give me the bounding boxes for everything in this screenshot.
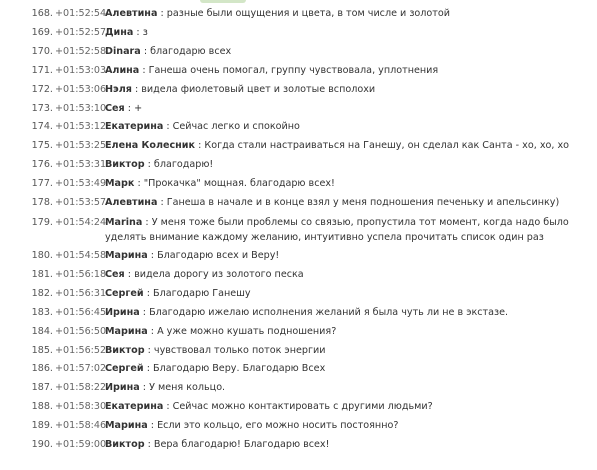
message-separator: :: [124, 268, 135, 280]
message-timestamp: +01:58:22: [55, 382, 107, 394]
chat-log: [0, 5, 597, 455]
message-text: Благодарю ижелаю исполнения желаний я была чуть ли не в экстазе.: [149, 306, 509, 318]
message-separator: :: [147, 325, 158, 337]
message-separator: :: [131, 83, 142, 95]
chat-message: [0, 194, 597, 213]
message-timestamp: +01:53:31: [55, 159, 107, 171]
message-text: Благодарю всех и Веру!: [157, 249, 280, 261]
message-timestamp: +01:54:58: [55, 249, 107, 261]
message-number: 173.: [31, 102, 53, 114]
message-author: Алевтина: [105, 197, 158, 209]
message-text: Когда стали настраиваться на Ганешу, он сделал как Санта - хо, хо, хо: [204, 140, 570, 152]
message-timestamp: +01:58:46: [55, 420, 107, 432]
message-author: Екатерина: [105, 401, 164, 413]
message-author: Марк: [105, 178, 135, 190]
message-text: +: [134, 102, 143, 114]
message-author: Марина: [105, 249, 148, 261]
message-author: Сергей: [105, 287, 144, 299]
message-timestamp: +01:53:12: [55, 121, 107, 133]
message-timestamp: +01:52:58: [55, 45, 107, 57]
chat-message: [0, 379, 597, 398]
chat-message: [0, 137, 597, 156]
message-timestamp: +01:53:10: [55, 102, 107, 114]
message-author: Ирина: [105, 306, 140, 318]
message-author: Сергей: [105, 363, 144, 375]
chat-message: [0, 360, 597, 379]
chat-message: [0, 43, 597, 62]
message-text: А уже можно кушать подношения?: [157, 325, 337, 337]
message-number: 178.: [31, 197, 53, 209]
message-text: чувствовал только поток энергии: [153, 344, 326, 356]
message-timestamp: +01:53:49: [55, 178, 107, 190]
chat-message: [0, 398, 597, 417]
message-text: Сейчас легко и спокойно: [172, 121, 300, 133]
chat-message: [0, 304, 597, 323]
chat-message: [0, 62, 597, 81]
message-text: "Прокачка" мощная. благодарю всех!: [143, 178, 335, 190]
message-number: 168.: [31, 8, 53, 19]
message-separator: :: [157, 8, 167, 19]
message-separator: :: [163, 121, 173, 133]
message-separator: :: [144, 344, 154, 356]
message-separator: :: [195, 140, 205, 152]
message-separator: :: [143, 363, 153, 375]
message-number: 183.: [31, 306, 53, 318]
chat-message: [0, 342, 597, 361]
message-author: Виктор: [105, 159, 145, 171]
message-timestamp: +01:56:31: [55, 287, 107, 299]
message-number: 179.: [31, 216, 53, 228]
message-text: разные были ощущения и цвета, в том числе и золотой: [166, 8, 450, 19]
message-timestamp: +01:56:50: [55, 325, 107, 337]
message-separator: :: [139, 64, 149, 76]
message-separator: :: [147, 420, 158, 432]
chat-message: [0, 24, 597, 43]
message-separator: :: [124, 102, 135, 114]
message-text: Благодарю Веру. Благодарю Всех: [153, 363, 326, 375]
message-timestamp: +01:58:30: [55, 401, 107, 413]
message-number: 176.: [31, 159, 53, 171]
message-separator: :: [144, 439, 154, 451]
message-timestamp: +01:53:06: [55, 83, 107, 95]
message-text: з: [142, 26, 148, 38]
message-author: Сея: [105, 102, 125, 114]
message-author: Marina: [105, 216, 143, 228]
message-number: 170.: [31, 45, 53, 57]
message-timestamp: +01:59:00: [55, 439, 107, 451]
message-number: 188.: [31, 401, 53, 413]
message-number: 175.: [31, 140, 53, 152]
message-separator: :: [140, 45, 151, 57]
message-number: 169.: [31, 26, 53, 38]
message-timestamp: +01:53:57: [55, 197, 107, 209]
message-author: Алевтина: [105, 8, 158, 19]
message-timestamp: +01:56:52: [55, 344, 107, 356]
message-separator: :: [143, 287, 153, 299]
chat-message: [0, 118, 597, 137]
chat-message: [0, 5, 597, 24]
message-author: Екатерина: [105, 121, 164, 133]
message-author: Елена Колесник: [105, 140, 196, 152]
message-timestamp: +01:53:03: [55, 64, 107, 76]
message-text: Сейчас можно контактировать с другими людьми?: [172, 401, 433, 413]
message-timestamp: +01:54:24: [55, 216, 107, 228]
chat-message: [0, 436, 597, 455]
message-text: благодарю!: [153, 159, 214, 171]
message-number: 190.: [31, 439, 53, 451]
message-number: 184.: [31, 325, 53, 337]
chat-message: [0, 81, 597, 100]
message-timestamp: +01:52:57: [55, 26, 107, 38]
message-timestamp: +01:53:25: [55, 140, 107, 152]
message-text: У меня тоже были проблемы со связью, пропустила тот момент, когда надо было уделять внимание каждому желанию, интуитивно успела прочитать список один раз: [105, 216, 569, 243]
chat-message: [0, 213, 597, 247]
message-text: Если это кольцо, его можно носить постоянно?: [157, 420, 399, 432]
message-author: Виктор: [105, 439, 145, 451]
chat-message: [0, 266, 597, 285]
message-number: 185.: [31, 344, 53, 356]
message-timestamp: +01:56:45: [55, 306, 107, 318]
message-author: Марина: [105, 420, 148, 432]
chat-message: [0, 323, 597, 342]
chat-message: [0, 156, 597, 175]
message-text: благодарю всех: [150, 45, 232, 57]
chat-message: [0, 175, 597, 194]
chat-message: [0, 100, 597, 119]
message-number: 171.: [31, 64, 53, 76]
message-number: 180.: [31, 249, 53, 261]
message-author: Dinara: [105, 45, 141, 57]
message-author: Марина: [105, 325, 148, 337]
message-number: 181.: [31, 268, 53, 280]
message-author: Виктор: [105, 344, 145, 356]
message-separator: :: [147, 249, 158, 261]
message-text: Благодарю Ганешу: [153, 287, 251, 299]
message-text: Ганеша очень помогал, группу чувствовала, уплотнения: [148, 64, 439, 76]
message-separator: :: [144, 159, 154, 171]
message-number: 187.: [31, 382, 53, 394]
message-number: 174.: [31, 121, 53, 133]
message-separator: :: [163, 401, 173, 413]
message-author: Нэля: [105, 83, 132, 95]
message-number: 189.: [31, 420, 53, 432]
message-separator: :: [157, 197, 167, 209]
message-separator: :: [142, 216, 152, 228]
message-text: Вера благодарю! Благодарю всех!: [153, 439, 330, 451]
message-author: Дина: [105, 26, 134, 38]
message-author: Алина: [105, 64, 140, 76]
message-text: видела фиолетовый цвет и золотые всполохи: [141, 83, 376, 95]
message-author: Сея: [105, 268, 125, 280]
chat-message: [0, 247, 597, 266]
message-timestamp: +01:52:54: [55, 8, 107, 19]
chat-message: [0, 417, 597, 436]
message-text: Ганеша в начале и в конце взял у меня подношения печеньку и апельсинку): [166, 197, 560, 209]
message-text: У меня кольцо.: [149, 382, 226, 394]
message-number: 182.: [31, 287, 53, 299]
message-timestamp: +01:56:18: [55, 268, 107, 280]
chat-message: [0, 285, 597, 304]
message-number: 172.: [31, 83, 53, 95]
message-separator: :: [133, 26, 143, 38]
message-text: видела дорогу из золотого песка: [134, 268, 304, 280]
message-number: 177.: [31, 178, 53, 190]
message-separator: :: [139, 306, 150, 318]
message-timestamp: +01:57:02: [55, 363, 107, 375]
message-separator: :: [139, 382, 150, 394]
message-author: Ирина: [105, 382, 140, 394]
message-separator: :: [134, 178, 144, 190]
message-number: 186.: [31, 363, 53, 375]
